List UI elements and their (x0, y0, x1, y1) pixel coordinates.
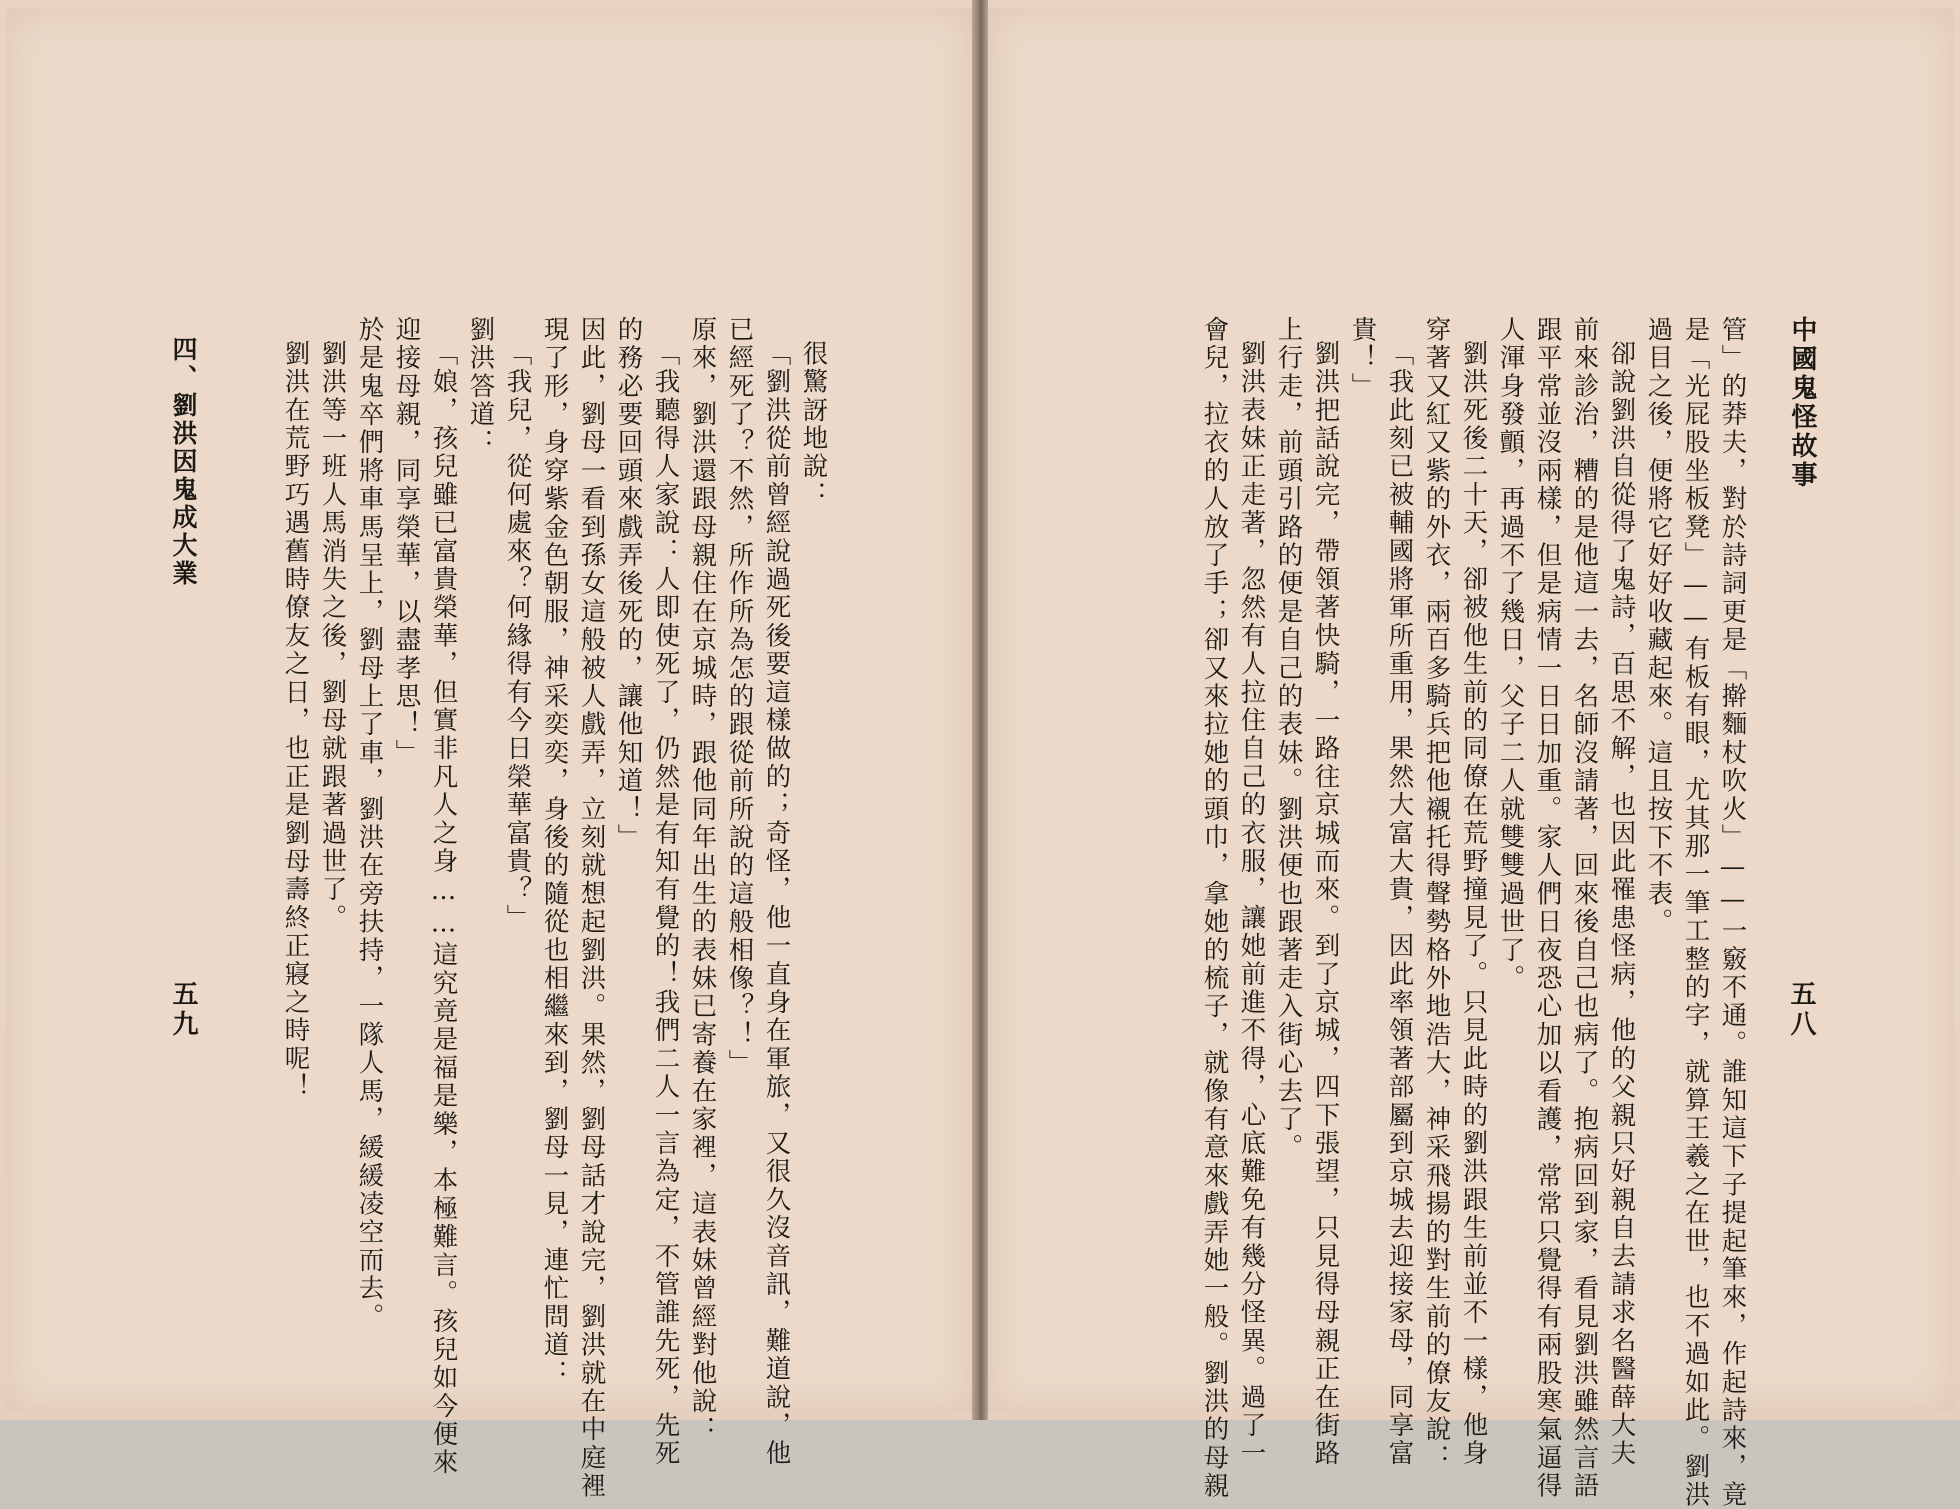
left-page (6, 8, 972, 1412)
text-column: 穿著又紅又紫的外衣，兩百多騎兵把他襯托得聲勢格外地浩大，神采飛揚的對生前的僚友說： (1421, 316, 1452, 1473)
text-column: 「我聽得人家說：人即使死了，仍然是有知有覺的！我們二人一言為定，不管誰先死，先死 (650, 340, 681, 1468)
text-column: 會兒，拉衣的人放了手；卻又來拉她的頭巾，拿她的梳子，就像有意來戲弄她一般。劉洪的母親 (1199, 316, 1230, 1501)
text-column: 現了形，身穿紫金色朝服，神采奕奕，身後的隨從也相繼來到，劉母一見，連忙問道： (539, 316, 570, 1388)
text-column: 前來診治，糟的是他這一去，名師沒請著，回來後自己也病了。抱病回到家，看見劉洪雖然言語 (1569, 316, 1600, 1501)
text-column: 是「光屁股坐板凳」——有板有眼，尤其那一筆工整的字，就算王羲之在世，也不過如此。劉洪 (1680, 316, 1711, 1509)
text-column: 劉洪把話說完，帶領著快騎，一路往京城而來。到了京城，四下張望，只見得母親正在街路 (1310, 340, 1341, 1468)
text-column: 「我兒，從何處來？何緣得有今日榮華富貴？」 (502, 340, 533, 933)
text-column: 已經死了？不然，所作所為怎的跟從前所說的這般相像？！」 (724, 316, 755, 1078)
text-column: 上行走，前頭引路的便是自己的表妹。劉洪便也跟著走入街心去了。 (1273, 316, 1304, 1162)
text-column: 於是鬼卒們將車馬呈上，劉母上了車，劉洪在旁扶持，一隊人馬，緩緩凌空而去。 (354, 316, 385, 1332)
text-column: 卻說劉洪自從得了鬼詩，百思不解，也因此罹患怪病，他的父親只好親自去請求名醫薛大夫 (1606, 340, 1637, 1468)
book-gutter (972, 0, 988, 1420)
text-column: 很驚訝地說： (798, 340, 829, 510)
text-column: 過目之後，便將它好好收藏起來。這且按下不表。 (1643, 316, 1674, 937)
text-column: 劉洪在荒野巧遇舊時僚友之日，也正是劉母壽終正寢之時呢！ (280, 340, 311, 1102)
page-number-right: 五八 (1786, 980, 1816, 1040)
text-column: 跟平常並沒兩樣，但是病情一日日加重。家人們日夜恐心加以看護，常常只覺得有兩股寒氣逼得 (1532, 316, 1563, 1501)
text-column: 「我此刻已被輔國將軍所重用，果然大富大貴，因此率領著部屬到京城去迎接家母，同享富 (1384, 340, 1415, 1468)
text-column: 原來，劉洪還跟母親住在京城時，跟他同年出生的表妹已寄養在家裡，這表妹曾經對他說： (687, 316, 718, 1444)
text-column: 劉洪等一班人馬消失之後，劉母就跟著過世了。 (317, 340, 348, 933)
chapter-title: 四、劉洪因鬼成大業 (169, 336, 198, 588)
text-column: 迎接母親，同享榮華，以盡孝思！」 (391, 316, 422, 768)
text-column: 劉洪答道： (465, 316, 496, 457)
text-column: 的務必要回頭來戲弄後死的，讓他知道！」 (613, 316, 644, 852)
text-column: 貴！」 (1347, 316, 1378, 401)
text-column: 因此，劉母一看到孫女這般被人戲弄，立刻就想起劉洪。果然，劉母話才說完，劉洪就在中庭裡 (576, 316, 607, 1501)
text-column: 「劉洪從前曾經說過死後要這樣做的；奇怪，他一直身在軍旅，又很久沒音訊，難道說，他 (761, 340, 792, 1468)
page-number-left: 五九 (168, 980, 198, 1040)
text-column: 劉洪表妹正走著，忽然有人拉住自己的衣服，讓她前進不得，心底難免有幾分怪異。過了一 (1236, 340, 1267, 1468)
text-column: 人渾身發顫，再過不了幾日，父子二人就雙雙過世了。 (1495, 316, 1526, 993)
text-column: 管」的莽夫，對於詩詞更是「擀麵杖吹火」——一竅不通。誰知這下子提起筆來，作起詩來，竟 (1717, 316, 1748, 1509)
text-column: 「娘，孩兒雖已富貴榮華，但實非凡人之身……這究竟是福是樂，本極難言。孩兒如今便來 (428, 340, 459, 1477)
running-title: 中國鬼怪故事 (1787, 316, 1817, 490)
text-column: 劉洪死後二十天，卻被他生前的同僚在荒野撞見了。只見此時的劉洪跟生前並不一樣，他身 (1458, 340, 1489, 1468)
